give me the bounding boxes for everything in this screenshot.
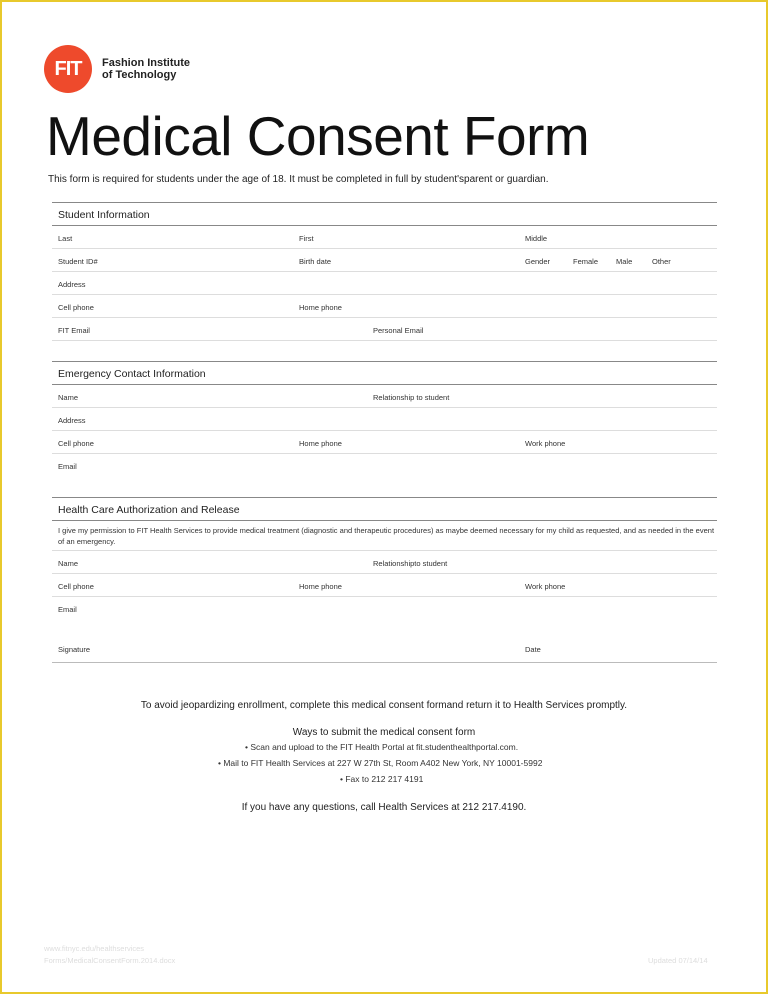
cell-phone-label: Cell phone [58, 303, 94, 312]
health-phone-row[interactable] [52, 574, 717, 597]
signature-row[interactable] [52, 637, 717, 663]
emergency-name-label: Name [58, 393, 79, 402]
health-section-title: Health Care Authorization and Release [52, 497, 717, 521]
address-row[interactable] [52, 272, 717, 295]
first-label: First [299, 234, 314, 243]
female-option[interactable]: Female [573, 257, 599, 266]
enrollment-notice: To avoid jeopardizing enrollment, complete this medical consent formand return it to Health Services promptly. [140, 700, 628, 711]
bullet-mail-text: Mail to FIT Health Services at 227 W 27th St, Room A402 New York, NY 10001-5992 [223, 758, 543, 768]
personal-email-label: Personal Email [373, 326, 424, 335]
bullet-mail: • Mail to FIT Health Services at 227 W 27th St, Room A402 New York, NY 10001-5992 [218, 758, 543, 768]
fit-logo: FIT [44, 45, 92, 93]
id-row[interactable] [52, 249, 717, 272]
date-label: Date [525, 645, 541, 654]
faint-updated-date: Updated 07/14/14 [648, 956, 708, 965]
health-name-label: Name [58, 559, 79, 568]
address-label: Address [58, 280, 86, 289]
email-row[interactable] [52, 318, 717, 341]
emergency-phone-row[interactable] [52, 431, 717, 454]
emergency-work-label: Work phone [525, 439, 566, 448]
health-email-label: Email [58, 605, 77, 614]
institution-line1: Fashion Institute [102, 57, 190, 69]
gender-label: Gender [525, 257, 551, 266]
student-id-label: Student ID# [58, 257, 98, 266]
bullet-scan-text: Scan and upload to the FIT Health Portal at fit.studenthealthportal.com. [250, 742, 519, 752]
questions-text: If you have any questions, call Health Services at 212 217.4190. [241, 802, 527, 813]
emergency-name-row[interactable] [52, 385, 717, 408]
health-work-label: Work phone [525, 582, 566, 591]
health-section [52, 497, 717, 663]
emergency-email-row[interactable] [52, 454, 717, 476]
emergency-address-label: Address [58, 416, 86, 425]
emergency-section-title: Emergency Contact Information [52, 361, 717, 385]
institution-name [102, 57, 190, 81]
emergency-home-label: Home phone [299, 439, 342, 448]
name-row[interactable] [52, 226, 717, 249]
health-home-label: Home phone [299, 582, 342, 591]
birth-date-label: Birth date [299, 257, 332, 266]
fit-email-label: FIT Email [58, 326, 90, 335]
male-option[interactable]: Male [616, 257, 633, 266]
other-option[interactable]: Other [652, 257, 671, 266]
emergency-relationship-label: Relationship to student [373, 393, 450, 402]
emergency-section [52, 361, 717, 476]
bullet-scan: • Scan and upload to the FIT Health Portal at fit.studenthealthportal.com. [245, 742, 519, 752]
faint-website: www.fitnyc.edu/healthservices [44, 944, 145, 953]
intro-text: This form is required for students under the age of 18. It must be completed in full by student'sparent or guardian. [48, 174, 549, 185]
middle-label: Middle [525, 234, 548, 243]
page-title: Medical Consent Form [46, 105, 590, 167]
ways-title: Ways to submit the medical consent form [292, 727, 476, 738]
faint-file-path: Forms/MedicalConsentForm.2014.docx [44, 956, 176, 965]
student-section-title: Student Information [52, 202, 717, 226]
health-email-row[interactable] [52, 597, 717, 637]
emergency-address-row[interactable] [52, 408, 717, 431]
health-relationship-label: Relationshipto student [373, 559, 448, 568]
student-section [52, 202, 717, 341]
health-name-row[interactable] [52, 551, 717, 574]
emergency-email-label: Email [58, 462, 77, 471]
bullet-fax: • Fax to 212 217 4191 [340, 774, 424, 784]
permission-text: I give my permission to FIT Health Services to provide medical treatment (diagnostic and therapeutic procedures) as maybe deemed necessary for my child as requested, and as needed in the event of an emergency. [52, 521, 717, 551]
bullet-fax-text: Fax to 212 217 4191 [345, 774, 424, 784]
last-label: Last [58, 234, 73, 243]
phone-row[interactable] [52, 295, 717, 318]
institution-line2: of Technology [102, 69, 177, 81]
emergency-cell-label: Cell phone [58, 439, 94, 448]
health-cell-label: Cell phone [58, 582, 94, 591]
signature-label: Signature [58, 645, 91, 654]
home-phone-label: Home phone [299, 303, 342, 312]
